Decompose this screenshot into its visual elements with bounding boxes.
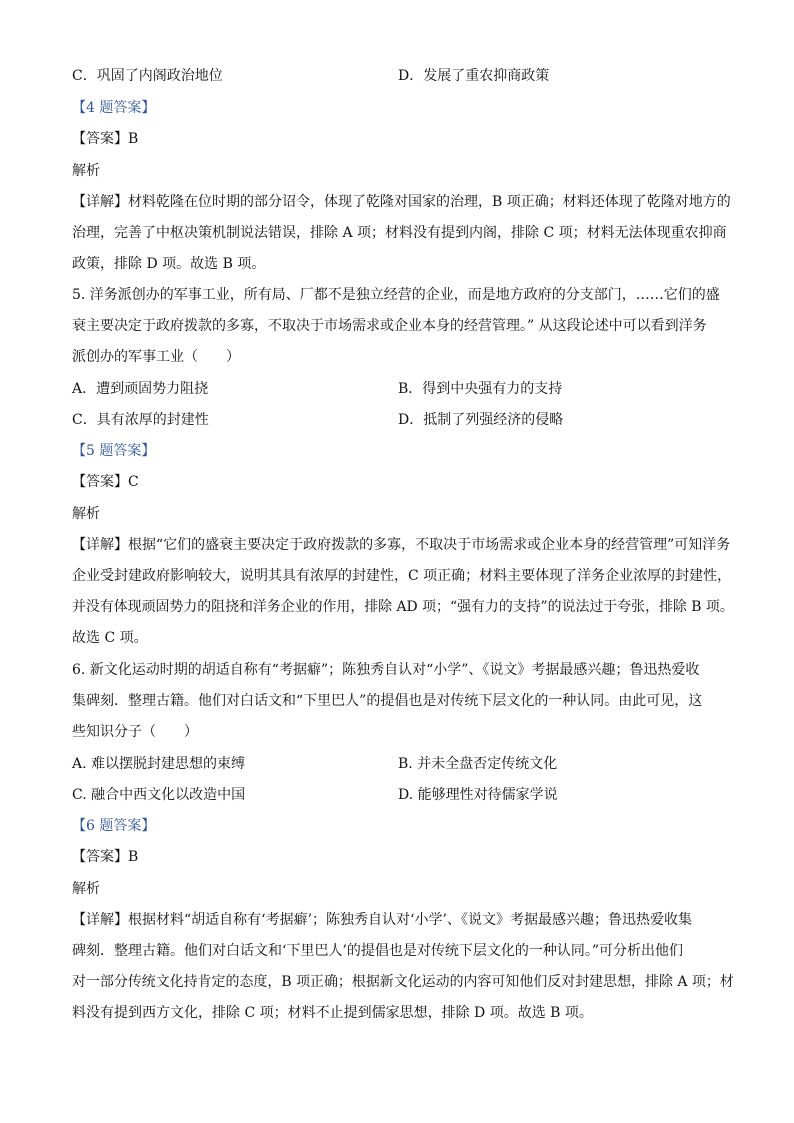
q6-detail-line-4: 料没有提到西方文化，排除 C 项；材料不止提到儒家思想，排除 D 项。故选 B 项。 — [72, 1005, 593, 1021]
q5-stem-line-2: 衰主要决定于政府拨款的多寡，不取决于市场需求或企业本身的经营管理。” 从这段论述中可以看到洋务 — [72, 318, 707, 334]
q5-detail-line-1: 【详解】根据“它们的盛衰主要决定于政府拨款的多寡，不取决于市场需求或企业本身的经营管理”可知洋务 — [72, 537, 731, 553]
q6-stem-line-3: 些知识分子（ ） — [72, 724, 198, 740]
q5-option-b: B．得到中央强有力的支持 — [398, 381, 563, 397]
q4-detail-line-2: 治理，完善了中枢决策机制说法错误，排除 A 项；材料没有提到内阁，排除 C 项；材料无法体现重农抑商 — [72, 225, 727, 241]
q4-option-c: C．巩固了内阁政治地位 — [72, 68, 223, 84]
q6-analysis-heading: 解析 — [72, 881, 100, 897]
q6-detail-line-1: 【详解】根据材料“胡适自称有‘考据癖’；陈独秀自认对‘小学’、《说文》考据最感兴趣；鲁迅热爱收集 — [72, 912, 692, 928]
q6-stem-line-1: 6. 新文化运动时期的胡适自称有“考据癖”；陈独秀自认对“小学”、《说文》考据最感兴趣；鲁迅热爱收 — [72, 662, 700, 678]
q5-detail-line-4: 故选 C 项。 — [72, 630, 148, 646]
q4-detail-line-1: 【详解】材料乾隆在位时期的部分诏令，体现了乾隆对国家的治理，B 项正确；材料还体现了乾隆对地方的 — [72, 194, 731, 210]
q5-option-a: A．遭到顽固势力阻挠 — [72, 381, 209, 397]
q6-option-c: C. 融合中西文化以改造中国 — [72, 787, 246, 803]
q5-option-c: C．具有浓厚的封建性 — [72, 412, 209, 428]
q4-analysis-heading: 解析 — [72, 163, 100, 179]
q4-detail-line-3: 政策，排除 D 项。故选 B 项。 — [72, 256, 266, 272]
q6-detail-line-3: 对一部分传统文化持肯定的态度，B 项正确；根据新文化运动的内容可知他们反对封建思想，排除 A 项；材 — [72, 974, 734, 990]
q6-answer: 【答案】B — [72, 849, 139, 865]
q6-answer-section: 【6 题答案】 — [72, 818, 156, 834]
q6-option-a: A. 难以摆脱封建思想的束缚 — [72, 756, 246, 772]
q6-option-d: D. 能够理性对待儒家学说 — [398, 787, 558, 803]
q6-option-b: B. 并未全盘否定传统文化 — [398, 756, 558, 772]
q4-answer: 【答案】B — [72, 131, 139, 147]
q6-stem-line-2: 集碑刻．整理古籍。他们对白话文和“下里巴人”的提倡也是对传统下层文化的一种认同。由此可见，这 — [72, 693, 703, 709]
q4-answer-section: 【4 题答案】 — [72, 100, 156, 116]
q5-detail-line-2: 企业受封建政府影响较大，说明其具有浓厚的封建性，C 项正确；材料主要体现了洋务企业浓厚的封建性， — [72, 568, 732, 584]
q5-stem-line-1: 5. 洋务派创办的军事工业，所有局、厂都不是独立经营的企业，而是地方政府的分支部门，……它们的盛 — [72, 287, 720, 303]
q4-option-d: D．发展了重农抑商政策 — [398, 68, 550, 84]
q5-analysis-heading: 解析 — [72, 506, 100, 522]
q5-answer: 【答案】C — [72, 474, 139, 490]
q5-answer-section: 【5 题答案】 — [72, 443, 156, 459]
q5-detail-line-3: 并没有体现顽固势力的阻挠和洋务企业的作用，排除 AD 项；“强有力的支持”的说法过于夸张，排除 B 项。 — [72, 599, 734, 615]
q5-stem-line-3: 派创办的军事工业（ ） — [72, 349, 240, 365]
q5-option-d: D．抵制了列强经济的侵略 — [398, 412, 564, 428]
q6-detail-line-2: 碑刻．整理古籍。他们对白话文和‘下里巴人’的提倡也是对传统下层文化的一种认同。”可分析出他们 — [72, 943, 684, 959]
